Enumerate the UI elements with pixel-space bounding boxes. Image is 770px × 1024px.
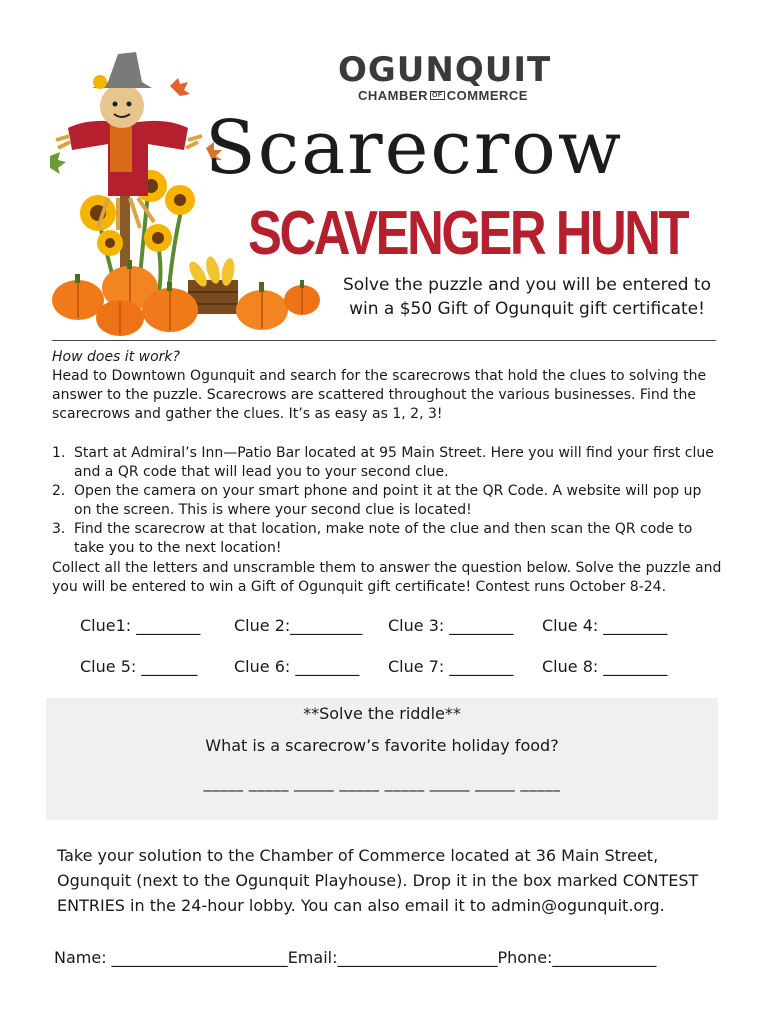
pumpkin-icon [52,274,104,320]
clue-1-field[interactable]: Clue1: ________ [80,616,201,635]
pumpkin-icon [96,300,144,336]
title-scavenger-hunt: SCAVENGER HUNT [248,199,688,268]
clue-6-field[interactable]: Clue 6: ________ [234,657,360,676]
name-field[interactable]: Name: ______________________ [54,948,288,967]
list-item: 1. Start at Admiral’s Inn—Patio Bar located at 95 Main Street. Here you will find your first clue and a QR code that will lead you to your second clue. [52,445,714,480]
sunflower-icon [144,224,172,252]
clue-3-field[interactable]: Clue 3: ________ [388,616,514,635]
title-scarecrow: Scarecrow [205,105,624,191]
sunflower-icon [165,185,195,215]
clue-7-field[interactable]: Clue 7: ________ [388,657,514,676]
solution-paragraph: Take your solution to the Chamber of Commerce located at 36 Main Street, Ogunquit (next to the Ogunquit Playhouse). Drop it in the box marked CONTEST ENTRIES in the 24-hour lobby. You can also email it to admin@ogunquit.org. [57,846,699,915]
riddle-title: **Solve the riddle** [303,704,461,723]
email-field[interactable]: Email:____________________ [287,948,498,967]
contact-fields [54,948,744,967]
clue-5-field[interactable]: Clue 5: _______ [80,657,198,676]
divider [52,340,716,341]
riddle-answer-blanks[interactable]: _____ _____ _____ _____ _____ _____ _____ _____ [203,774,561,792]
leaf-icon [170,78,190,96]
scarecrow-scarf [110,122,132,172]
riddle-question: What is a scarecrow’s favorite holiday food? [205,736,559,755]
logo-name: OGUNQUIT [338,50,552,90]
clue-8-field[interactable]: Clue 8: ________ [542,657,668,676]
sunflower-icon [93,75,107,89]
steps-list [52,444,722,558]
how-heading: How does it work? [52,349,180,365]
sunflower-icon [97,230,123,256]
list-item: 2. Open the camera on your smart phone and point it at the QR Code. A website will pop up on the screen. This is where your second clue is located! [52,483,702,518]
pumpkin-icon [236,282,288,330]
clue-4-field[interactable]: Clue 4: ________ [542,616,668,635]
scarecrow-head [100,84,144,128]
logo-subtitle: CHAMBER $^{OF}$ COMMERCE [358,88,528,103]
intro-paragraph: Head to Downtown Ogunquit and search for the scarecrows that hold the clues to solving the answer to the puzzle. Scarecrows are scattered throughout the various businesses. Find the scarecrows and gather the clues. It’s as easy as 1, 2, 3! [52,368,707,422]
pumpkin-icon [284,280,320,315]
list-item: 3. Find the scarecrow at that location, make note of the clue and then scan the QR code to take you to the next location! [52,521,693,556]
collect-paragraph: Collect all the letters and unscramble them to answer the question below. Solve the puzzle and you will be entered to win a Gift of Ogunquit gift certificate! Contest runs October 8-24. [52,560,722,595]
clue-2-field[interactable]: Clue 2:_________ [234,616,363,635]
leaf-icon [50,152,66,174]
phone-field[interactable]: Phone:_____________ [497,948,657,967]
subtitle: Solve the puzzle and you will be entered to win a $50 Gift of Ogunquit gift certificate! [343,275,711,319]
